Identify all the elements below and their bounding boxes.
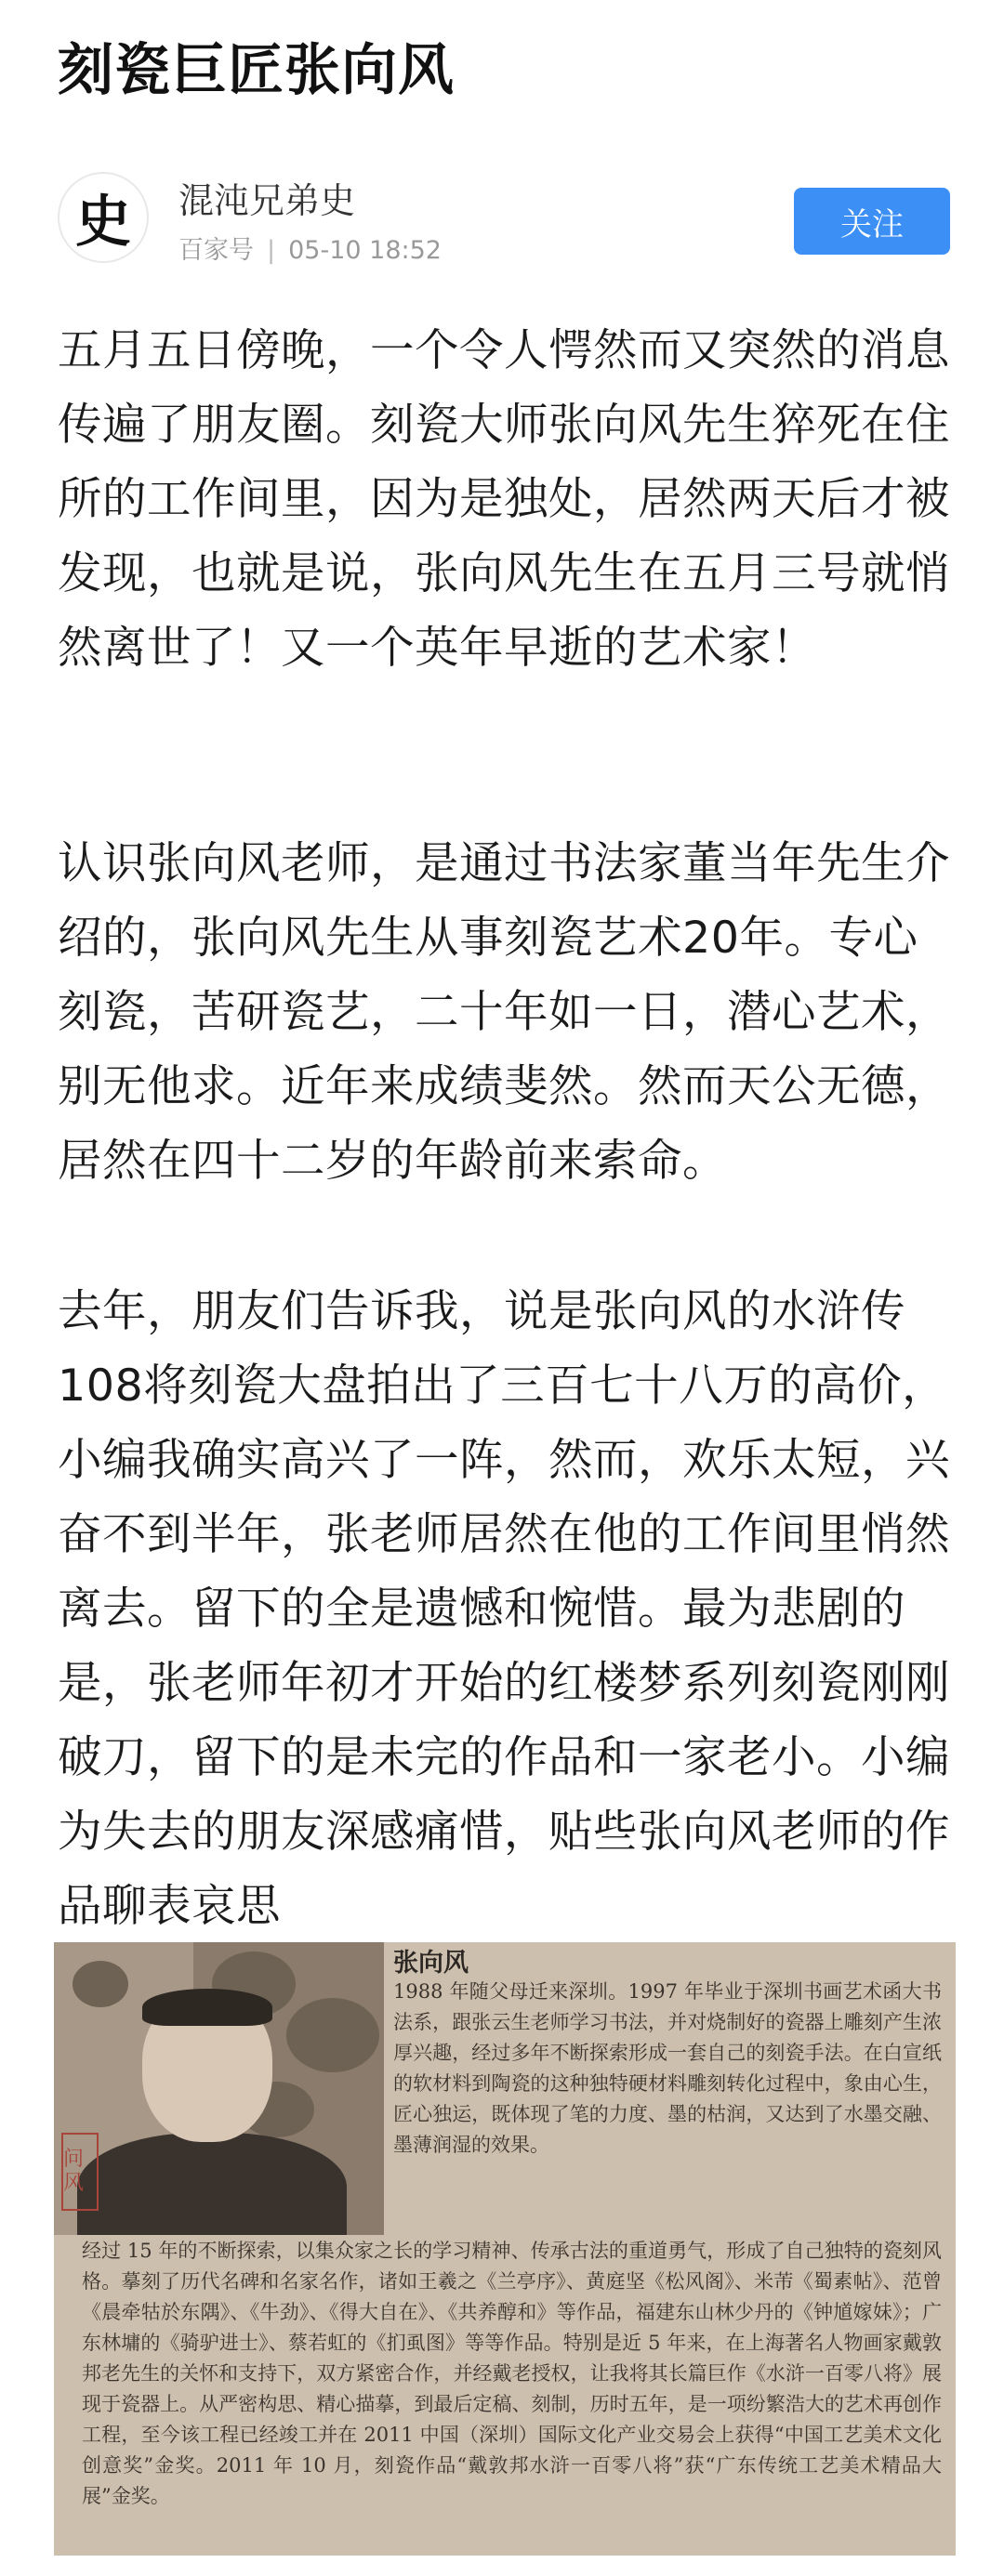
bio-text: 1988 年随父母迁来深圳。1997 年毕业于深圳书画艺术函大书法系，跟张云生老师学习书法，并对烧制好的瓷器上雕刻产生浓厚兴趣，经过多年不断探索形成一套自己的刻瓷手法。在白宣纸的软材料到陶瓷的这种独特硬材料雕刻转化过程中，象由心生，匠心独运，既体现了笔的力度、墨的枯润，又达到了水墨交融、墨薄润湿的效果。 <box>393 1980 942 2156</box>
bio-text: 经过 15 年的不断探索，以集众家之长的学习精神、传承古法的重道勇气，形成了自己独特的瓷刻风格。摹刻了历代名碑和名家名作，诸如王羲之《兰亭序》、黄庭坚《松风阁》、米芾《蜀素帖》、范曾《晨牵牯於东隅》、《牛劲》、《得大自在》、《共养醇和》等作品，福建东山林少丹的《钟馗嫁妹》；广东林墉的《骑驴进士》、蔡若虹的《扪虱图》等等作品。特别是近 5 年来，在上海著名人物画家戴敦邦老先生的关怀和支持下，双方紧密合作，并经戴老授权，让我将其长篇巨作《水浒一百零八将》展现于瓷器上。从严密构思、精心描摹，到最后定稿、刻制，历时五年，是一项纷繁浩大的艺术再创作工程，至今该工程已经竣工并在 2011 中国（深圳）国际文化产业交易会上获得“中国工艺美术文化创意奖”金奖。2011 年 10 月，刻瓷作品“戴敦邦水浒一百零八将”获“广东传统工艺美术精品大展”金奖。 <box>82 2240 942 2507</box>
author-name[interactable]: 混沌兄弟史 <box>178 180 356 221</box>
meta-separator: | <box>267 236 276 265</box>
follow-button[interactable]: 关注 <box>794 188 950 255</box>
seal-stamp: 问风 <box>61 2133 99 2211</box>
source-label: 百家号 <box>178 236 254 265</box>
article-paragraph: 去年，朋友们告诉我，说是张向风的水浒传108将刻瓷大盘拍出了三百七十八万的高价，小编我确实高兴了一阵，然而，欢乐太短，兴奋不到半年，张老师居然在他的工作间里悄然离去。留下的全是遗憾和惋惜。最为悲剧的是，张老师年初才开始的红楼梦系列刻瓷刚刚破刀，留下的是未完的作品和一家老小。小编为失去的朋友深感痛惜，贴些张向风老师的作品聊表哀思 <box>58 1286 950 1932</box>
article-paragraph: 五月五日傍晚，一个令人愕然而又突然的消息传遍了朋友圈。刻瓷大师张向风先生猝死在住所的工作间里，因为是独处，居然两天后才被发现，也就是说，张向风先生在五月三号就悄然离世了！又一个英年早逝的艺术家！ <box>58 325 950 674</box>
article-title: 刻瓷巨匠张向风 <box>58 38 455 103</box>
bio-title: 张向风 <box>393 1949 469 1978</box>
article-meta <box>178 230 442 266</box>
article-photo[interactable] <box>54 1942 956 2556</box>
portrait-image <box>54 1942 384 2235</box>
author-row <box>58 172 950 274</box>
publish-time: 05-10 18:52 <box>288 236 442 265</box>
author-avatar[interactable]: 史 <box>58 172 149 263</box>
article-paragraph: 认识张向风老师，是通过书法家董当年先生介绍的，张向风先生从事刻瓷艺术20年。专心刻瓷，苦研瓷艺，二十年如一日，潜心艺术，别无他求。近年来成绩斐然。然而天公无德，居然在四十二岁的年龄前来索命。 <box>58 838 950 1187</box>
